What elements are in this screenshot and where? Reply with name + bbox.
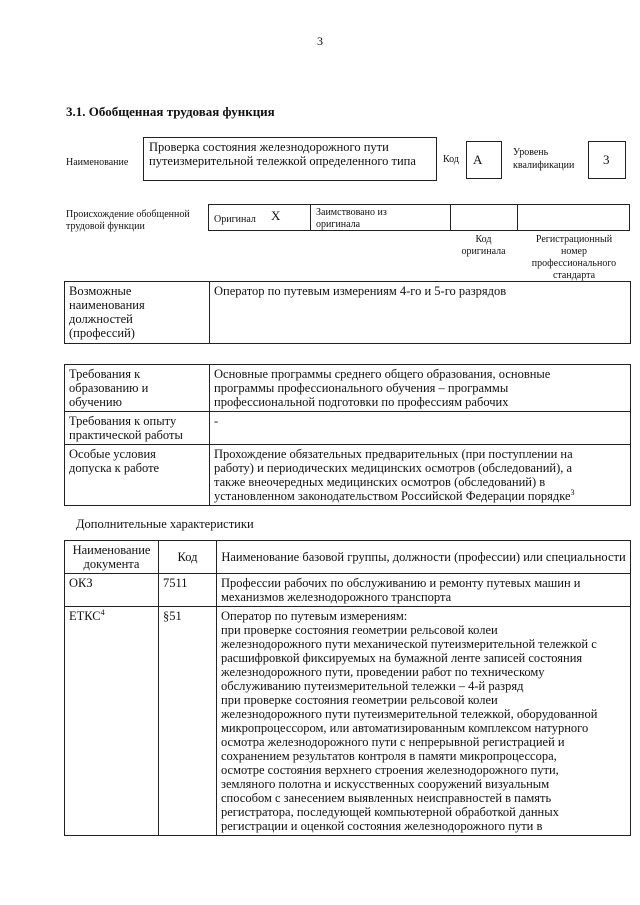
- name-line: железнодорожного пути механической путеизмерительной тележкой с: [221, 637, 597, 651]
- positions-label: [65, 282, 210, 344]
- footnote-mark: 3: [570, 487, 575, 497]
- name-line: осмотре состояния верхнего строения железнодорожного пути,: [221, 763, 559, 777]
- name-cell: [217, 574, 631, 607]
- reg-number-label-4: стандарта: [552, 270, 596, 281]
- value-line: -: [214, 414, 219, 428]
- label-line: практической работы: [69, 428, 183, 442]
- requirement-value: [210, 365, 631, 412]
- borrowed-label-2: оригинала: [316, 219, 361, 230]
- footnote-mark: 4: [100, 607, 105, 617]
- name-box: [143, 137, 437, 181]
- requirement-label: [65, 412, 210, 445]
- code-original-label-2: оригинала: [461, 246, 506, 257]
- name-line: микропроцессором, или автоматизированным комплексом натурного: [221, 721, 589, 735]
- name-line: при проверке состояния геометрии рельсовой колеи: [221, 693, 498, 707]
- value-text: установленном законодательством Российской Федерации порядке: [214, 489, 571, 503]
- label-line: Возможные: [69, 284, 132, 298]
- requirement-value: [210, 412, 631, 445]
- code-label: Код: [443, 154, 459, 165]
- column-header-name: Наименование базовой группы, должности (профессии) или специальности: [217, 541, 631, 574]
- name-line: при проверке состояния геометрии рельсовой колеи: [221, 623, 498, 637]
- divider: [450, 204, 451, 231]
- label-line: Требования к: [69, 367, 141, 381]
- doc-cell: [65, 574, 159, 607]
- level-box: [588, 141, 626, 179]
- additional-title: Дополнительные характеристики: [76, 517, 254, 531]
- reg-number-label-3: профессионального: [531, 258, 617, 269]
- label-line: Особые условия: [69, 447, 156, 461]
- label-line: (профессий): [69, 326, 135, 340]
- name-value: Проверка состояния железнодорожного пути путеизмерительной тележкой определенного типа: [149, 140, 416, 168]
- table-row: [65, 607, 631, 836]
- column-header-document: Наименование документа: [65, 541, 159, 574]
- additional-table: [64, 540, 631, 836]
- table-row: [65, 574, 631, 607]
- value-line: также внеочередных медицинских осмотров (обследований) в: [214, 475, 546, 489]
- page-number: 3: [317, 34, 323, 48]
- header-row: [65, 541, 631, 574]
- requirement-label: [65, 445, 210, 506]
- code-cell: 7511: [159, 574, 217, 607]
- name-line: расшифровкой фиксируемых на бумажной ленте записей состояния: [221, 651, 583, 665]
- name-line: регистрации и оценкой состояния железнодорожного пути в: [221, 819, 543, 833]
- label-line: образованию и: [69, 381, 149, 395]
- value-line: программы профессионального обучения – программы: [214, 381, 509, 395]
- label-line: Требования к опыту: [69, 414, 177, 428]
- value-line: Основные программы среднего общего образования, основные: [214, 367, 551, 381]
- name-label: Наименование: [66, 157, 129, 168]
- requirement-label: [65, 365, 210, 412]
- level-label-2: квалификации: [513, 160, 575, 171]
- divider: [310, 204, 311, 231]
- value-line: профессиональной подготовки по профессиям рабочих: [214, 395, 509, 409]
- requirements-row: [65, 445, 631, 506]
- level-label-1: Уровень: [513, 147, 549, 158]
- code-cell: §51: [159, 607, 217, 836]
- name-line: сохранением результатов контроля в памяти микропроцессора,: [221, 749, 557, 763]
- reg-number-label-1: Регистрационный: [535, 234, 613, 245]
- name-line: обслуживанию путеизмерительной тележки – 4-й разряд: [221, 679, 524, 693]
- requirements-row: [65, 365, 631, 412]
- name-line: железнодорожного пути, проведении работ по техническому: [221, 665, 545, 679]
- doc-cell: [65, 607, 159, 836]
- positions-table: [64, 281, 631, 344]
- level-value: 3: [603, 152, 610, 167]
- name-line: регистратора, последующей компьютерной обработкой данных: [221, 805, 559, 819]
- value-line: [214, 489, 626, 503]
- doc-name: ОКЗ: [69, 576, 93, 590]
- value-line: работу) и периодических медицинских осмотров (обследований), а: [214, 461, 573, 475]
- column-header-code: Код: [159, 541, 217, 574]
- positions-value: Оператор по путевым измерениям 4-го и 5-го разрядов: [210, 282, 631, 344]
- label-line: обучению: [69, 395, 122, 409]
- origin-label-2: трудовой функции: [66, 221, 145, 232]
- value-line: Прохождение обязательных предварительных (при поступлении на: [214, 447, 573, 461]
- divider: [517, 204, 518, 231]
- section-title: 3.1. Обобщенная трудовая функция: [66, 104, 275, 119]
- name-line: Оператор по путевым измерениям:: [221, 609, 408, 623]
- name-line: Профессии рабочих по обслуживанию и ремонту путевых машин и: [221, 576, 581, 590]
- name-line: осмотра железнодорожного пути с непрерывной регистрацией и: [221, 735, 565, 749]
- name-cell: [217, 607, 631, 836]
- reg-number-label-2: номер: [561, 246, 587, 257]
- code-box: [466, 141, 502, 179]
- name-line: железнодорожного пути путеизмерительной тележкой, оборудованной: [221, 707, 598, 721]
- original-mark: X: [271, 208, 281, 223]
- label-line: наименования: [69, 298, 145, 312]
- label-line: должностей: [69, 312, 133, 326]
- original-label: Оригинал: [214, 214, 256, 225]
- label-line: допуска к работе: [69, 461, 160, 475]
- requirements-table: [64, 364, 631, 506]
- name-line: механизмов железнодорожного транспорта: [221, 590, 452, 604]
- name-line: земляного полотна и искусственных сооружений визуальным: [221, 777, 550, 791]
- requirement-value: [210, 445, 631, 506]
- code-value: A: [473, 152, 483, 167]
- name-line: способом с занесением выявленных неисправностей в память: [221, 791, 552, 805]
- doc-name: ЕТКС: [69, 609, 101, 623]
- borrowed-label-1: Заимствовано из: [316, 207, 387, 218]
- origin-label-1: Происхождение обобщенной: [66, 209, 190, 220]
- code-original-label-1: Код: [475, 234, 492, 245]
- requirements-row: [65, 412, 631, 445]
